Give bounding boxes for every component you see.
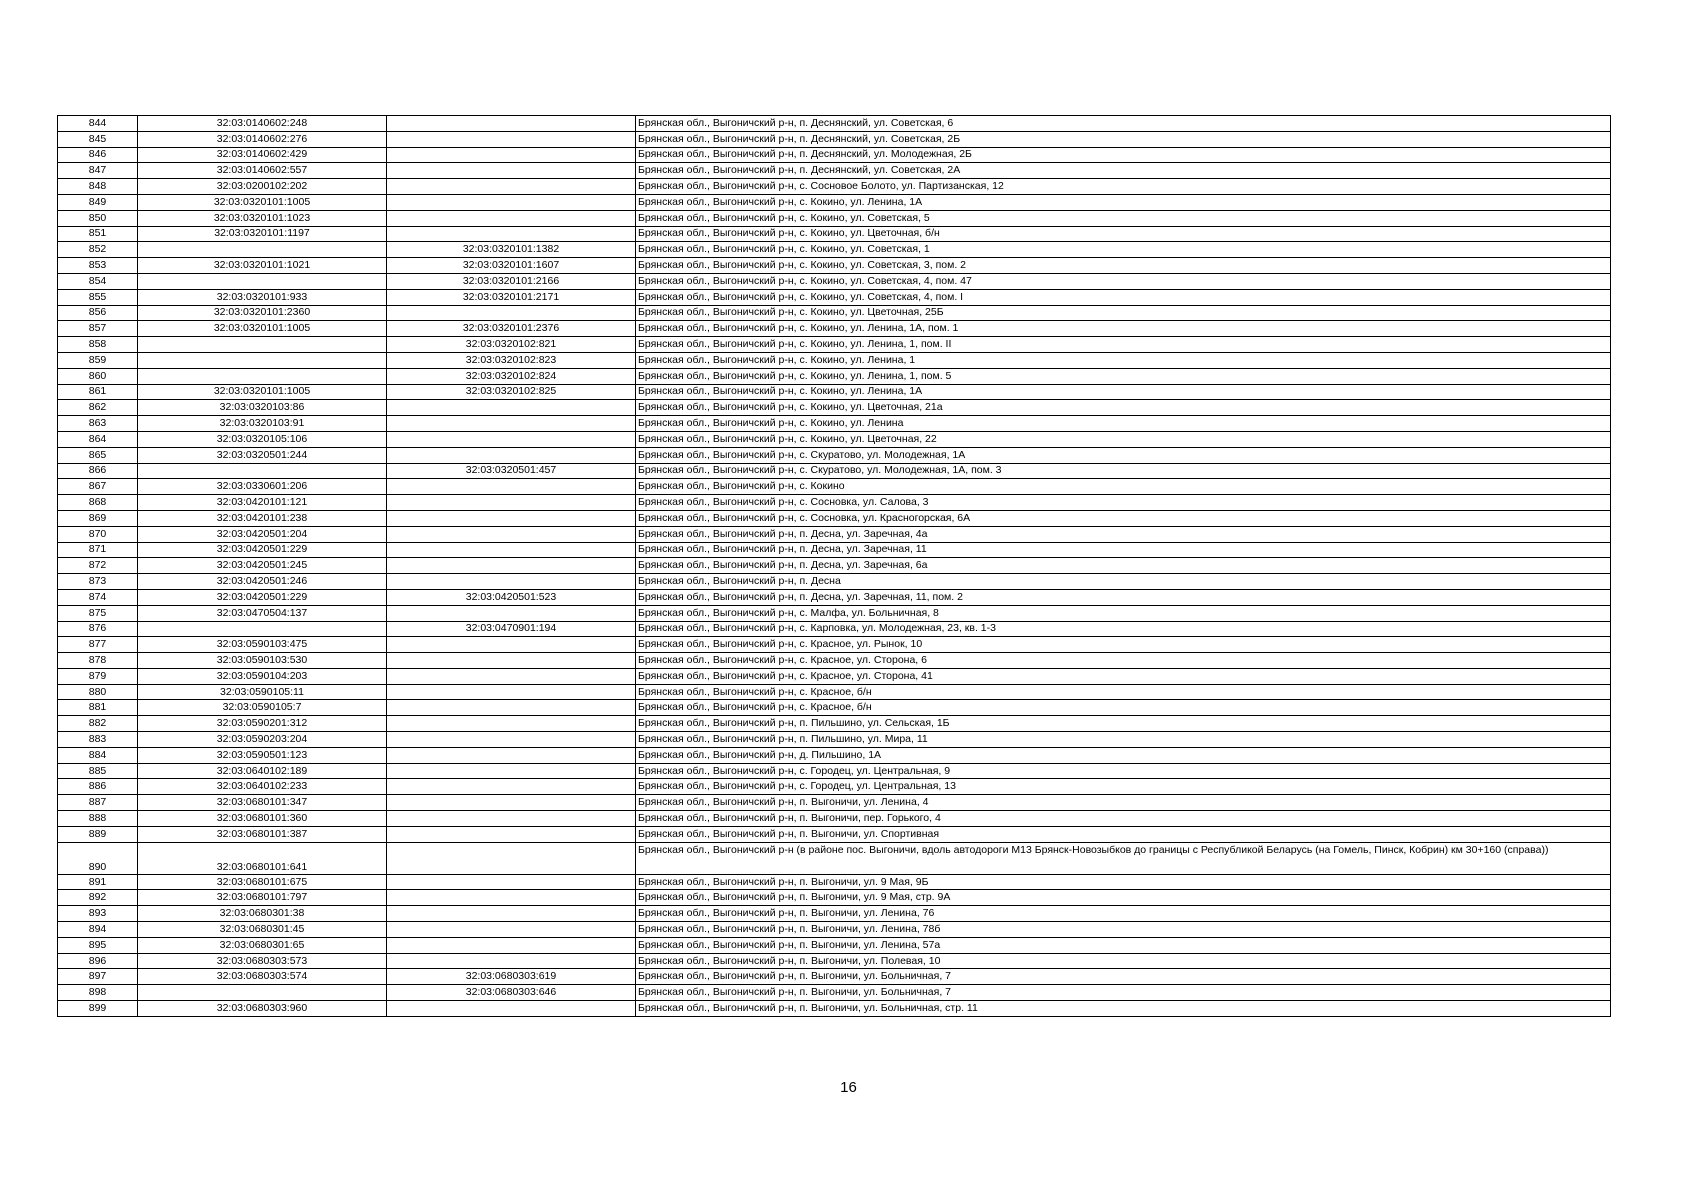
cadastral-number-cell: 32:03:0590103:530 <box>138 653 387 669</box>
cadastral-number-cell: 32:03:0320501:244 <box>138 447 387 463</box>
linked-cadastral-number-cell: 32:03:0680303:619 <box>387 969 636 985</box>
table-row <box>58 716 1611 732</box>
table-row <box>58 400 1611 416</box>
table-row <box>58 700 1611 716</box>
cadastral-number-cell: 32:03:0200102:202 <box>138 179 387 195</box>
linked-cadastral-number-cell: 32:03:0320102:821 <box>387 337 636 353</box>
table-row <box>58 922 1611 938</box>
address-cell: Брянская обл., Выгоничский р-н, с. Сосновка, ул. Салова, 3 <box>636 495 1611 511</box>
table-row <box>58 305 1611 321</box>
row-number-cell: 855 <box>58 289 138 305</box>
cadastral-number-cell <box>138 621 387 637</box>
address-cell: Брянская обл., Выгоничский р-н, п. Десна, ул. Заречная, 11 <box>636 542 1611 558</box>
row-number-cell: 854 <box>58 273 138 289</box>
linked-cadastral-number-cell: 32:03:0420501:523 <box>387 589 636 605</box>
table-row <box>58 605 1611 621</box>
address-cell: Брянская обл., Выгоничский р-н, с. Городец, ул. Центральная, 9 <box>636 763 1611 779</box>
row-number-cell: 871 <box>58 542 138 558</box>
address-cell: Брянская обл., Выгоничский р-н, п. Деснянский, ул. Молодежная, 2Б <box>636 147 1611 163</box>
address-cell: Брянская обл., Выгоничский р-н, с. Кокино, ул. Ленина, 1А, пом. 1 <box>636 321 1611 337</box>
address-cell: Брянская обл., Выгоничский р-н, с. Кокино, ул. Цветочная, 21а <box>636 400 1611 416</box>
table-row <box>58 1001 1611 1017</box>
cadastral-number-cell: 32:03:0680301:38 <box>138 906 387 922</box>
linked-cadastral-number-cell <box>387 779 636 795</box>
cadastral-number-cell: 32:03:0320101:1005 <box>138 384 387 400</box>
cadastral-number-cell: 32:03:0140602:557 <box>138 163 387 179</box>
cadastral-number-cell <box>138 985 387 1001</box>
address-cell: Брянская обл., Выгоничский р-н, с. Скуратово, ул. Молодежная, 1А, пом. 3 <box>636 463 1611 479</box>
address-cell: Брянская обл., Выгоничский р-н, п. Выгоничи, пер. Горького, 4 <box>636 811 1611 827</box>
address-cell: Брянская обл., Выгоничский р-н, с. Красное, ул. Сторона, 41 <box>636 668 1611 684</box>
cadastral-number-cell <box>138 463 387 479</box>
cadastral-number-cell: 32:03:0680101:360 <box>138 811 387 827</box>
linked-cadastral-number-cell <box>387 226 636 242</box>
linked-cadastral-number-cell <box>387 605 636 621</box>
row-number-cell: 872 <box>58 558 138 574</box>
row-number-cell: 874 <box>58 589 138 605</box>
table-row <box>58 637 1611 653</box>
cadastral-number-cell <box>138 337 387 353</box>
address-cell: Брянская обл., Выгоничский р-н, с. Сосновка, ул. Красногорская, 6А <box>636 510 1611 526</box>
address-cell: Брянская обл., Выгоничский р-н, с. Скуратово, ул. Молодежная, 1А <box>636 447 1611 463</box>
linked-cadastral-number-cell <box>387 526 636 542</box>
cadastral-number-cell: 32:03:0680303:960 <box>138 1001 387 1017</box>
cadastral-number-cell: 32:03:0320101:1021 <box>138 258 387 274</box>
table-row <box>58 732 1611 748</box>
page-number: 16 <box>840 1079 857 1096</box>
address-cell: Брянская обл., Выгоничский р-н, п. Выгоничи, ул. Ленина, 78б <box>636 922 1611 938</box>
row-number-cell: 882 <box>58 716 138 732</box>
cadastral-number-cell: 32:03:0590105:11 <box>138 684 387 700</box>
linked-cadastral-number-cell <box>387 400 636 416</box>
row-number-cell: 863 <box>58 416 138 432</box>
row-number-cell: 850 <box>58 210 138 226</box>
row-number-cell: 892 <box>58 890 138 906</box>
row-number-cell: 851 <box>58 226 138 242</box>
table-row <box>58 463 1611 479</box>
linked-cadastral-number-cell <box>387 668 636 684</box>
cadastral-number-cell <box>138 352 387 368</box>
address-cell: Брянская обл., Выгоничский р-н, с. Кокино, ул. Цветочная, 22 <box>636 431 1611 447</box>
cadastral-number-cell <box>138 368 387 384</box>
row-number-cell: 888 <box>58 811 138 827</box>
cadastral-number-cell: 32:03:0320101:1005 <box>138 321 387 337</box>
cadastral-number-cell: 32:03:0320101:1005 <box>138 194 387 210</box>
table-row <box>58 826 1611 842</box>
address-cell: Брянская обл., Выгоничский р-н, п. Деснянский, ул. Советская, 6 <box>636 116 1611 132</box>
row-number-cell: 847 <box>58 163 138 179</box>
cadastral-number-cell: 32:03:0680101:675 <box>138 874 387 890</box>
address-cell: Брянская обл., Выгоничский р-н, п. Выгоничи, ул. Больничная, стр. 11 <box>636 1001 1611 1017</box>
cadastral-number-cell: 32:03:0320101:933 <box>138 289 387 305</box>
table-row <box>58 795 1611 811</box>
cadastral-number-cell: 32:03:0140602:248 <box>138 116 387 132</box>
table-row <box>58 842 1611 874</box>
address-cell: Брянская обл., Выгоничский р-н, п. Пильшино, ул. Мира, 11 <box>636 732 1611 748</box>
address-cell: Брянская обл., Выгоничский р-н, с. Кокино, ул. Ленина, 1, пом. II <box>636 337 1611 353</box>
address-cell: Брянская обл., Выгоничский р-н, п. Выгоничи, ул. 9 Мая, стр. 9А <box>636 890 1611 906</box>
table-row <box>58 210 1611 226</box>
row-number-cell: 893 <box>58 906 138 922</box>
address-cell: Брянская обл., Выгоничский р-н, с. Кокино, ул. Цветочная, б/н <box>636 226 1611 242</box>
table-row <box>58 447 1611 463</box>
cadastral-number-cell: 32:03:0420501:246 <box>138 574 387 590</box>
linked-cadastral-number-cell <box>387 416 636 432</box>
linked-cadastral-number-cell <box>387 305 636 321</box>
linked-cadastral-number-cell <box>387 194 636 210</box>
table-row <box>58 321 1611 337</box>
row-number-cell: 866 <box>58 463 138 479</box>
linked-cadastral-number-cell <box>387 179 636 195</box>
table-row <box>58 258 1611 274</box>
linked-cadastral-number-cell <box>387 700 636 716</box>
linked-cadastral-number-cell <box>387 747 636 763</box>
row-number-cell: 890 <box>58 842 138 874</box>
address-cell: Брянская обл., Выгоничский р-н, с. Красное, ул. Рынок, 10 <box>636 637 1611 653</box>
linked-cadastral-number-cell: 32:03:0320102:825 <box>387 384 636 400</box>
table-row <box>58 368 1611 384</box>
row-number-cell: 857 <box>58 321 138 337</box>
linked-cadastral-number-cell <box>387 842 636 874</box>
row-number-cell: 891 <box>58 874 138 890</box>
table-row <box>58 747 1611 763</box>
table-row <box>58 131 1611 147</box>
table-row <box>58 937 1611 953</box>
linked-cadastral-number-cell <box>387 210 636 226</box>
row-number-cell: 858 <box>58 337 138 353</box>
address-cell: Брянская обл., Выгоничский р-н, д. Пильшино, 1А <box>636 747 1611 763</box>
address-cell: Брянская обл., Выгоничский р-н, с. Городец, ул. Центральная, 13 <box>636 779 1611 795</box>
address-cell: Брянская обл., Выгоничский р-н, с. Кокино, ул. Ленина <box>636 416 1611 432</box>
address-cell: Брянская обл., Выгоничский р-н, с. Кокино, ул. Ленина, 1А <box>636 194 1611 210</box>
cadastral-number-cell: 32:03:0680101:387 <box>138 826 387 842</box>
cadastral-number-cell: 32:03:0680301:65 <box>138 937 387 953</box>
linked-cadastral-number-cell <box>387 116 636 132</box>
row-number-cell: 867 <box>58 479 138 495</box>
table-row <box>58 116 1611 132</box>
address-cell: Брянская обл., Выгоничский р-н, п. Выгоничи, ул. Больничная, 7 <box>636 969 1611 985</box>
row-number-cell: 887 <box>58 795 138 811</box>
address-cell: Брянская обл., Выгоничский р-н, с. Кокино <box>636 479 1611 495</box>
table-row <box>58 273 1611 289</box>
address-cell: Брянская обл., Выгоничский р-н, п. Выгоничи, ул. Больничная, 7 <box>636 985 1611 1001</box>
row-number-cell: 846 <box>58 147 138 163</box>
cadastral-number-cell: 32:03:0680101:641 <box>138 842 387 874</box>
row-number-cell: 844 <box>58 116 138 132</box>
address-cell: Брянская обл., Выгоничский р-н, п. Десна, ул. Заречная, 11, пом. 2 <box>636 589 1611 605</box>
row-number-cell: 896 <box>58 953 138 969</box>
linked-cadastral-number-cell: 32:03:0320101:2376 <box>387 321 636 337</box>
address-cell: Брянская обл., Выгоничский р-н, п. Выгоничи, ул. 9 Мая, 9Б <box>636 874 1611 890</box>
linked-cadastral-number-cell: 32:03:0320101:1607 <box>387 258 636 274</box>
linked-cadastral-number-cell <box>387 716 636 732</box>
table-row <box>58 163 1611 179</box>
cadastral-number-cell: 32:03:0590105:7 <box>138 700 387 716</box>
row-number-cell: 870 <box>58 526 138 542</box>
row-number-cell: 899 <box>58 1001 138 1017</box>
linked-cadastral-number-cell <box>387 953 636 969</box>
cadastral-number-cell: 32:03:0420501:229 <box>138 589 387 605</box>
cadastral-number-cell: 32:03:0320101:2360 <box>138 305 387 321</box>
address-cell: Брянская обл., Выгоничский р-н, с. Красное, ул. Сторона, 6 <box>636 653 1611 669</box>
address-cell: Брянская обл., Выгоничский р-н, п. Выгоничи, ул. Ленина, 76 <box>636 906 1611 922</box>
address-cell: Брянская обл., Выгоничский р-н, п. Десна, ул. Заречная, 4а <box>636 526 1611 542</box>
address-cell: Брянская обл., Выгоничский р-н, с. Кокино, ул. Ленина, 1 <box>636 352 1611 368</box>
row-number-cell: 897 <box>58 969 138 985</box>
linked-cadastral-number-cell <box>387 811 636 827</box>
table-row <box>58 337 1611 353</box>
table-row <box>58 479 1611 495</box>
cadastral-number-cell: 32:03:0320101:1023 <box>138 210 387 226</box>
cadastral-number-cell: 32:03:0680101:347 <box>138 795 387 811</box>
linked-cadastral-number-cell <box>387 479 636 495</box>
linked-cadastral-number-cell: 32:03:0320101:2166 <box>387 273 636 289</box>
address-cell: Брянская обл., Выгоничский р-н, п. Выгоничи, ул. Полевая, 10 <box>636 953 1611 969</box>
table-row <box>58 906 1611 922</box>
linked-cadastral-number-cell: 32:03:0680303:646 <box>387 985 636 1001</box>
linked-cadastral-number-cell <box>387 558 636 574</box>
row-number-cell: 864 <box>58 431 138 447</box>
address-cell: Брянская обл., Выгоничский р-н, п. Деснянский, ул. Советская, 2Б <box>636 131 1611 147</box>
table-row <box>58 890 1611 906</box>
property-register-table <box>57 115 1611 1017</box>
address-cell: Брянская обл., Выгоничский р-н, с. Малфа, ул. Больничная, 8 <box>636 605 1611 621</box>
linked-cadastral-number-cell <box>387 826 636 842</box>
address-cell: Брянская обл., Выгоничский р-н, п. Пильшино, ул. Сельская, 1Б <box>636 716 1611 732</box>
table-row <box>58 574 1611 590</box>
row-number-cell: 868 <box>58 495 138 511</box>
linked-cadastral-number-cell <box>387 906 636 922</box>
table-body <box>58 116 1611 1017</box>
row-number-cell: 895 <box>58 937 138 953</box>
linked-cadastral-number-cell: 32:03:0320501:457 <box>387 463 636 479</box>
cadastral-number-cell: 32:03:0420501:204 <box>138 526 387 542</box>
table-row <box>58 226 1611 242</box>
address-cell: Брянская обл., Выгоничский р-н, с. Кокино, ул. Советская, 5 <box>636 210 1611 226</box>
address-cell: Брянская обл., Выгоничский р-н, с. Кокино, ул. Цветочная, 25Б <box>636 305 1611 321</box>
table-row <box>58 558 1611 574</box>
row-number-cell: 861 <box>58 384 138 400</box>
cadastral-number-cell: 32:03:0640102:233 <box>138 779 387 795</box>
row-number-cell: 894 <box>58 922 138 938</box>
table-row <box>58 874 1611 890</box>
address-cell: Брянская обл., Выгоничский р-н, п. Десна <box>636 574 1611 590</box>
linked-cadastral-number-cell: 32:03:0320102:824 <box>387 368 636 384</box>
address-cell: Брянская обл., Выгоничский р-н, п. Выгоничи, ул. Ленина, 57а <box>636 937 1611 953</box>
table-row <box>58 179 1611 195</box>
row-number-cell: 885 <box>58 763 138 779</box>
linked-cadastral-number-cell <box>387 163 636 179</box>
row-number-cell: 856 <box>58 305 138 321</box>
cadastral-number-cell: 32:03:0680301:45 <box>138 922 387 938</box>
cadastral-number-cell: 32:03:0420101:238 <box>138 510 387 526</box>
address-cell: Брянская обл., Выгоничский р-н, с. Кокино, ул. Советская, 4, пом. I <box>636 289 1611 305</box>
linked-cadastral-number-cell <box>387 732 636 748</box>
linked-cadastral-number-cell <box>387 447 636 463</box>
address-cell: Брянская обл., Выгоничский р-н, с. Кокино, ул. Советская, 3, пом. 2 <box>636 258 1611 274</box>
table-row <box>58 668 1611 684</box>
row-number-cell: 881 <box>58 700 138 716</box>
linked-cadastral-number-cell <box>387 131 636 147</box>
linked-cadastral-number-cell <box>387 495 636 511</box>
cadastral-number-cell: 32:03:0140602:429 <box>138 147 387 163</box>
linked-cadastral-number-cell <box>387 890 636 906</box>
cadastral-number-cell: 32:03:0590103:475 <box>138 637 387 653</box>
cadastral-number-cell: 32:03:0320103:86 <box>138 400 387 416</box>
linked-cadastral-number-cell <box>387 795 636 811</box>
cadastral-number-cell <box>138 242 387 258</box>
linked-cadastral-number-cell <box>387 574 636 590</box>
cadastral-number-cell: 32:03:0590104:203 <box>138 668 387 684</box>
cadastral-number-cell: 32:03:0680101:797 <box>138 890 387 906</box>
row-number-cell: 886 <box>58 779 138 795</box>
row-number-cell: 880 <box>58 684 138 700</box>
row-number-cell: 852 <box>58 242 138 258</box>
linked-cadastral-number-cell: 32:03:0320101:1382 <box>387 242 636 258</box>
row-number-cell: 873 <box>58 574 138 590</box>
cadastral-number-cell <box>138 273 387 289</box>
table-row <box>58 526 1611 542</box>
table-row <box>58 811 1611 827</box>
row-number-cell: 859 <box>58 352 138 368</box>
row-number-cell: 848 <box>58 179 138 195</box>
address-cell: Брянская обл., Выгоничский р-н, с. Красное, б/н <box>636 684 1611 700</box>
address-cell: Брянская обл., Выгоничский р-н, с. Кокино, ул. Советская, 1 <box>636 242 1611 258</box>
row-number-cell: 884 <box>58 747 138 763</box>
table-row <box>58 289 1611 305</box>
cadastral-number-cell: 32:03:0320105:106 <box>138 431 387 447</box>
linked-cadastral-number-cell <box>387 763 636 779</box>
address-cell: Брянская обл., Выгоничский р-н, с. Кокино, ул. Ленина, 1, пом. 5 <box>636 368 1611 384</box>
row-number-cell: 876 <box>58 621 138 637</box>
linked-cadastral-number-cell <box>387 874 636 890</box>
table-row <box>58 542 1611 558</box>
linked-cadastral-number-cell <box>387 684 636 700</box>
cadastral-number-cell: 32:03:0320101:1197 <box>138 226 387 242</box>
address-cell: Брянская обл., Выгоничский р-н, с. Карповка, ул. Молодежная, 23, кв. 1-3 <box>636 621 1611 637</box>
table-row <box>58 495 1611 511</box>
cadastral-number-cell: 32:03:0420501:245 <box>138 558 387 574</box>
row-number-cell: 898 <box>58 985 138 1001</box>
row-number-cell: 860 <box>58 368 138 384</box>
linked-cadastral-number-cell <box>387 1001 636 1017</box>
row-number-cell: 889 <box>58 826 138 842</box>
address-cell: Брянская обл., Выгоничский р-н, с. Сосновое Болото, ул. Партизанская, 12 <box>636 179 1611 195</box>
row-number-cell: 883 <box>58 732 138 748</box>
cadastral-number-cell: 32:03:0680303:573 <box>138 953 387 969</box>
cadastral-number-cell: 32:03:0590501:123 <box>138 747 387 763</box>
cadastral-number-cell: 32:03:0420101:121 <box>138 495 387 511</box>
cadastral-number-cell: 32:03:0590201:312 <box>138 716 387 732</box>
row-number-cell: 845 <box>58 131 138 147</box>
table-row <box>58 684 1611 700</box>
linked-cadastral-number-cell <box>387 937 636 953</box>
table-row <box>58 510 1611 526</box>
table-row <box>58 194 1611 210</box>
linked-cadastral-number-cell <box>387 510 636 526</box>
table-row <box>58 653 1611 669</box>
address-cell: Брянская обл., Выгоничский р-н, п. Выгоничи, ул. Ленина, 4 <box>636 795 1611 811</box>
table-row <box>58 147 1611 163</box>
cadastral-number-cell: 32:03:0330601:206 <box>138 479 387 495</box>
table-row <box>58 384 1611 400</box>
cadastral-number-cell: 32:03:0320103:91 <box>138 416 387 432</box>
table-row <box>58 763 1611 779</box>
address-cell: Брянская обл., Выгоничский р-н, п. Деснянский, ул. Советская, 2А <box>636 163 1611 179</box>
address-cell: Брянская обл., Выгоничский р-н, с. Красное, б/н <box>636 700 1611 716</box>
linked-cadastral-number-cell <box>387 431 636 447</box>
address-cell: Брянская обл., Выгоничский р-н, п. Выгоничи, ул. Спортивная <box>636 826 1611 842</box>
table-row <box>58 969 1611 985</box>
row-number-cell: 862 <box>58 400 138 416</box>
row-number-cell: 879 <box>58 668 138 684</box>
table-row <box>58 431 1611 447</box>
address-cell: Брянская обл., Выгоничский р-н, с. Кокино, ул. Советская, 4, пом. 47 <box>636 273 1611 289</box>
cadastral-number-cell: 32:03:0590203:204 <box>138 732 387 748</box>
linked-cadastral-number-cell: 32:03:0320101:2171 <box>387 289 636 305</box>
cadastral-number-cell: 32:03:0140602:276 <box>138 131 387 147</box>
linked-cadastral-number-cell: 32:03:0470901:194 <box>387 621 636 637</box>
row-number-cell: 878 <box>58 653 138 669</box>
linked-cadastral-number-cell <box>387 922 636 938</box>
cadastral-number-cell: 32:03:0680303:574 <box>138 969 387 985</box>
row-number-cell: 875 <box>58 605 138 621</box>
cadastral-number-cell: 32:03:0640102:189 <box>138 763 387 779</box>
linked-cadastral-number-cell <box>387 542 636 558</box>
table-row <box>58 352 1611 368</box>
address-cell: Брянская обл., Выгоничский р-н, с. Кокино, ул. Ленина, 1А <box>636 384 1611 400</box>
table-row <box>58 779 1611 795</box>
row-number-cell: 877 <box>58 637 138 653</box>
row-number-cell: 869 <box>58 510 138 526</box>
table-row <box>58 589 1611 605</box>
table-row <box>58 242 1611 258</box>
linked-cadastral-number-cell: 32:03:0320102:823 <box>387 352 636 368</box>
cadastral-number-cell: 32:03:0420501:229 <box>138 542 387 558</box>
row-number-cell: 853 <box>58 258 138 274</box>
table-row <box>58 621 1611 637</box>
linked-cadastral-number-cell <box>387 147 636 163</box>
cadastral-number-cell: 32:03:0470504:137 <box>138 605 387 621</box>
address-cell: Брянская обл., Выгоничский р-н, п. Десна, ул. Заречная, 6а <box>636 558 1611 574</box>
table-row <box>58 416 1611 432</box>
address-cell: Брянская обл., Выгоничский р-н (в районе пос. Выгоничи, вдоль автодороги М13 Брянск-Новозыбков до границы с Республикой Беларусь (на Гомель, Пинск, Кобрин) км 30+160 (справа)) <box>636 842 1611 874</box>
linked-cadastral-number-cell <box>387 637 636 653</box>
table-row <box>58 953 1611 969</box>
table-row <box>58 985 1611 1001</box>
row-number-cell: 849 <box>58 194 138 210</box>
linked-cadastral-number-cell <box>387 653 636 669</box>
row-number-cell: 865 <box>58 447 138 463</box>
